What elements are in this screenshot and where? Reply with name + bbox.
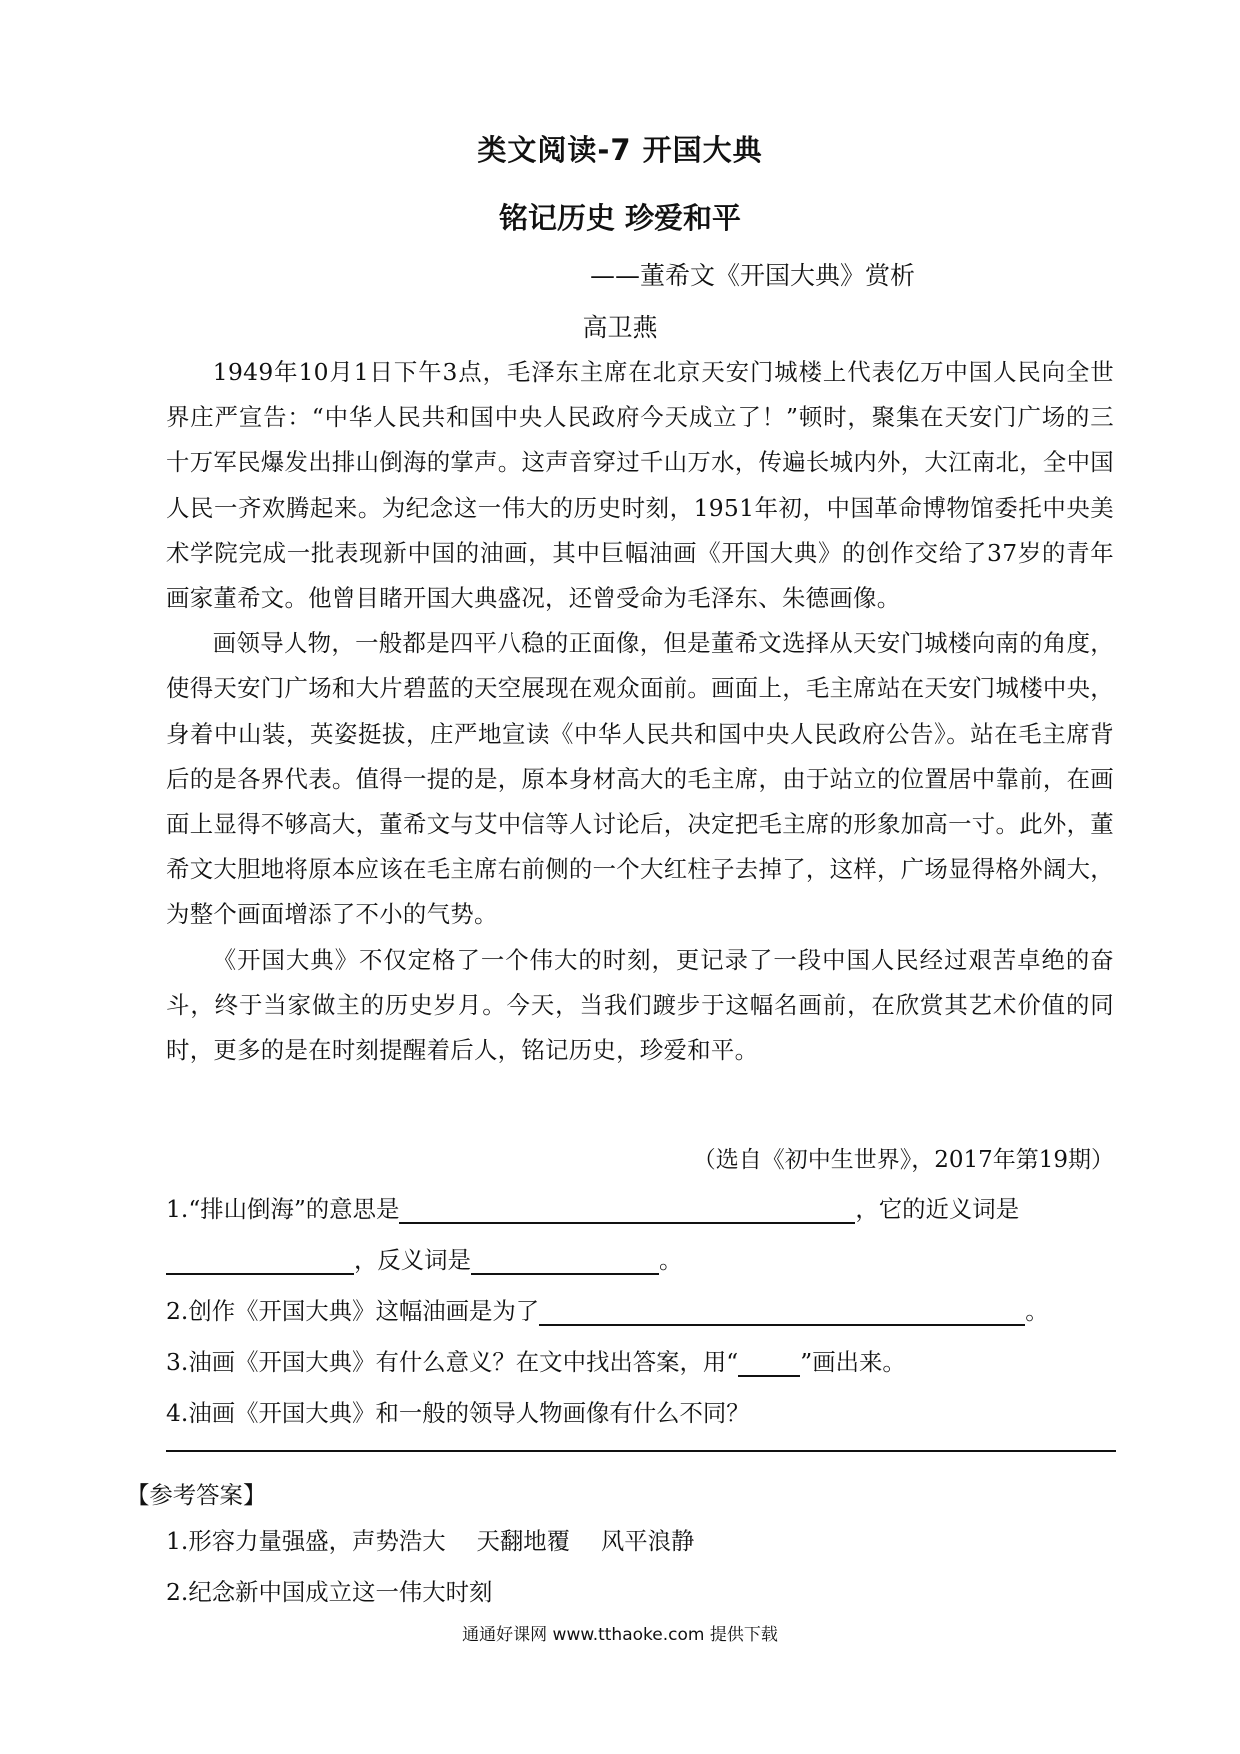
question-2 bbox=[166, 1292, 1049, 1326]
answer-blank-1c[interactable] bbox=[471, 1247, 659, 1275]
page-footer: 通通好课网 www.tthaoke.com 提供下载 bbox=[462, 1625, 778, 1645]
article-body bbox=[166, 350, 1114, 1073]
question-4: 4.油画《开国大典》和一般的领导人物画像有什么不同？ bbox=[166, 1399, 750, 1427]
question-2-text-a: 2.创作《开国大典》这幅油画是为了 bbox=[166, 1297, 540, 1325]
page-title: 类文阅读-7 开国大典 bbox=[477, 133, 763, 167]
question-3-text-b: ”画出来。 bbox=[800, 1348, 906, 1376]
answer-1: 1.形容力量强盛，声势浩大 天翻地覆 风平浪静 bbox=[166, 1527, 695, 1555]
answer-blank-1a[interactable] bbox=[399, 1196, 855, 1224]
underline-sample bbox=[738, 1349, 800, 1377]
question-2-text-b: 。 bbox=[1025, 1297, 1049, 1325]
paragraph-1: 1949年10月1日下午3点，毛泽东主席在北京天安门城楼上代表亿万中国人民向全世界庄严宣告：“中华人民共和国中央人民政府今天成立了！”顿时，聚集在天安门广场的三十万军民爆发出排山倒海的掌声。这声音穿过千山万水，传遍长城内外，大江南北，全中国人民一齐欢腾起来。为纪念这一伟大的历史时刻，1951年初，中国革命博物馆委托中央美术学院完成一批表现新中国的油画，其中巨幅油画《开国大典》的创作交给了37岁的青年画家董希文。他曾目睹开国大典盛况，还曾受命为毛泽东、朱德画像。 bbox=[166, 358, 1114, 613]
article-byline: ——董希文《开国大典》赏析 bbox=[590, 261, 916, 290]
question-3-text-a: 3.油画《开国大典》有什么意义？在文中找出答案，用“ bbox=[166, 1348, 739, 1376]
answer-line-4[interactable] bbox=[166, 1450, 1116, 1452]
question-1-text-c: ，反义词是 bbox=[354, 1246, 471, 1274]
answer-blank-2[interactable] bbox=[539, 1298, 1025, 1326]
question-1-line-1 bbox=[166, 1190, 1019, 1224]
article-title: 铭记历史 珍爱和平 bbox=[498, 201, 742, 235]
paragraph-3: 《开国大典》不仅定格了一个伟大的时刻，更记录了一段中国人民经过艰苦卓绝的奋斗，终于当家做主的历史岁月。今天，当我们踱步于这幅名画前，在欣赏其艺术价值的同时，更多的是在时刻提醒着后人，铭记历史，珍爱和平。 bbox=[166, 945, 1114, 1065]
question-1-text-d: 。 bbox=[658, 1246, 683, 1274]
answer-2: 2.纪念新中国成立这一伟大时刻 bbox=[166, 1578, 493, 1606]
question-3 bbox=[166, 1343, 906, 1377]
paragraph-2: 画领导人物，一般都是四平八稳的正面像，但是董希文选择从天安门城楼向南的角度，使得天安门广场和大片碧蓝的天空展现在观众面前。画面上，毛主席站在天安门城楼中央，身着中山装，英姿挺拔，庄严地宣读《中华人民共和国中央人民政府公告》。站在毛主席背后的是各界代表。值得一提的是，原本身材高大的毛主席，由于站立的位置居中靠前，在画面上显得不够高大，董希文与艾中信等人讨论后，决定把毛主席的形象加高一寸。此外，董希文大胆地将原本应该在毛主席右前侧的一个大红柱子去掉了，这样，广场显得格外阔大，为整个画面增添了不小的气势。 bbox=[166, 629, 1114, 929]
question-1-line-2 bbox=[166, 1241, 682, 1275]
source-citation: （选自《初中生世界》，2017年第19期） bbox=[692, 1147, 1114, 1173]
answers-heading: 【参考答案】 bbox=[126, 1481, 267, 1509]
question-1-text-b: ，它的近义词是 bbox=[855, 1195, 1020, 1223]
question-1-text-a: 1.“排山倒海”的意思是 bbox=[166, 1195, 400, 1223]
answer-blank-1b[interactable] bbox=[166, 1247, 354, 1275]
author-name: 高卫燕 bbox=[582, 313, 658, 342]
